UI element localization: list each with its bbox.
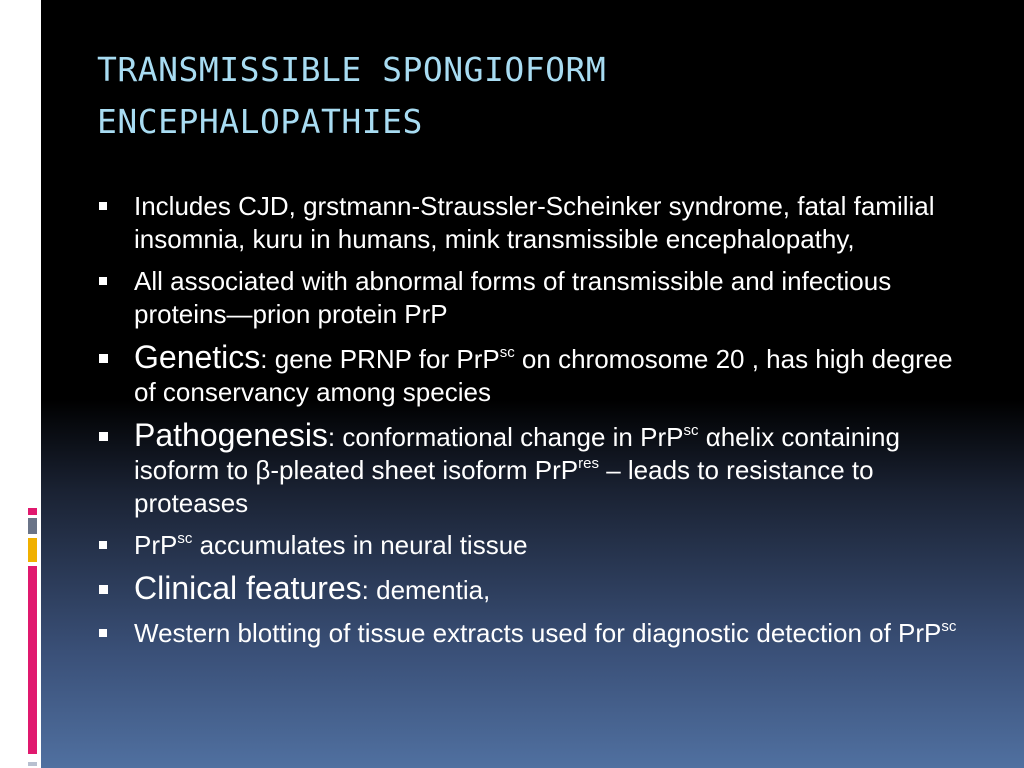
bullet-text: – leads to resistance to proteases <box>134 455 874 518</box>
bullet-heading: Pathogenesis <box>134 417 328 453</box>
title-line-2: ENCEPHALOPATHIES <box>97 102 423 141</box>
bullet-text: αhelix containing isoform to β-pleated sheet isoform PrP <box>134 422 900 485</box>
bullet-square-icon <box>99 541 107 549</box>
bullet-text: : dementia, <box>361 575 491 605</box>
bullet-text: PrP <box>134 530 178 560</box>
decor-bar-yellow <box>28 538 37 562</box>
decor-bar-grey <box>28 518 37 534</box>
bullet-item-accumulates <box>97 529 977 562</box>
bullet-text: : conformational change in PrP <box>327 422 684 452</box>
bullet-square-icon <box>99 277 107 285</box>
bullet-square-icon <box>99 629 107 637</box>
superscript: res <box>578 455 599 472</box>
bullet-heading: Clinical features <box>134 570 362 606</box>
bullet-item-genetics <box>97 341 977 409</box>
title-line-1: TRANSMISSIBLE SPONGIOFORM <box>97 50 607 89</box>
bullet-square-icon <box>99 202 107 210</box>
bullet-text: All associated with abnormal forms of transmissible and infectious proteins—prion protein PrP <box>134 266 892 329</box>
bullet-square-icon <box>99 432 108 441</box>
bullet-item-includes <box>97 190 977 256</box>
bullet-item-western-blot <box>97 617 977 650</box>
superscript: sc <box>683 422 699 439</box>
bullet-square-icon <box>99 354 108 363</box>
decor-bar-pink-tall <box>28 566 37 754</box>
bullet-text: accumulates in neural tissue <box>192 530 528 560</box>
superscript: sc <box>941 618 957 635</box>
superscript: sc <box>177 530 193 547</box>
bullet-item-pathogenesis <box>97 419 977 520</box>
superscript: sc <box>499 344 515 361</box>
bullet-text: on chromosome 20 , has high degree of conservancy among species <box>134 344 953 407</box>
bullet-list <box>97 190 977 650</box>
bullet-heading: Genetics <box>134 339 261 375</box>
bullet-item-clinical <box>97 572 977 607</box>
decor-bar-thin <box>28 762 37 766</box>
decor-bar-pink-small <box>28 508 37 515</box>
bullet-item-associated <box>97 265 977 331</box>
slide-title <box>97 44 977 148</box>
bullet-square-icon <box>99 585 108 594</box>
bullet-text: Includes CJD, grstmann-Straussler-Scheinker syndrome, fatal familial insomnia, kuru in humans, mink transmissible encephalopathy, <box>134 191 935 254</box>
bullet-text: : gene PRNP for PrP <box>260 344 500 374</box>
bullet-text: Western blotting of tissue extracts used for diagnostic detection of PrP <box>134 618 942 648</box>
